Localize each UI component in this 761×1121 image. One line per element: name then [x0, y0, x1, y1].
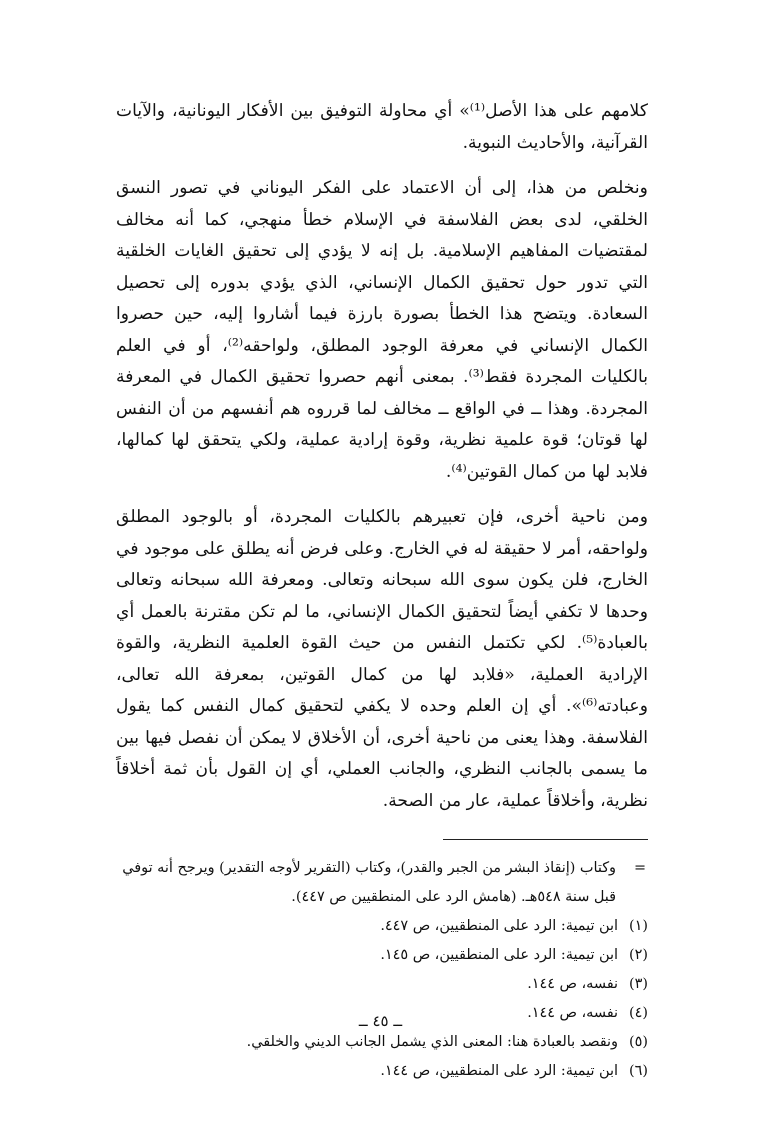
footnote-text: ابن تيمية: الرد على المنطقيين، ص ٤٤٧.	[380, 918, 618, 934]
page-number: ــ ٤٥ ــ	[358, 1012, 403, 1030]
footnote-continuation-marker: =	[633, 860, 646, 876]
footnote-number: (٣)	[629, 976, 648, 992]
footnotes	[116, 854, 648, 1086]
footnote-5	[116, 1028, 648, 1057]
footnote-text: ونقصد بالعبادة هنا: المعنى الذي يشمل الجانب الديني والخلقي.	[246, 1034, 618, 1050]
paragraph-3: ومن ناحية أخرى، فإن تعبيرهم بالكليات المجردة، أو بالوجود المطلق ولواحقه، أمر لا حقيقة له في الخارج. وعلى فرض أنه يطلق على موجود في الخارج، فلن يكون سوى الله سبحانه وتعالى. ومعرفة الله سبحانه وتعالى وحدها لا تكفي أيضاً لتحقيق الكمال الإنساني، ما لم تكن مقترنة بالعمل أي بالعبادة⁽⁵⁾. لكي تكتمل النفس من حيث القوة العلمية النظرية، والقوة الإرادية العملية، «فلابد لها من كمال القوتين، بمعرفة الله تعالى، وعبادته⁽⁶⁾». أي إن العلم وحده لا يكفي لتحقيق كمال النفس كما يقول الفلاسفة. وهذا يعنى من ناحية أخرى، أن الأخلاق لا يمكن أن نفصل فيها بين ما يسمى بالجانب النظري، والجانب العملي، أي إن القول بأن ثمة أخلاقاً نظرية، وأخلاقاً عملية، عار من الصحة.	[116, 507, 648, 811]
footnote-2	[116, 941, 648, 970]
footnote-continuation-line-2: قبل سنة ٥٤٨هـ. (هامش الرد على المنطقيين ص ٤٤٧).	[291, 889, 616, 905]
footnote-text: نفسه، ص ١٤٤.	[527, 1005, 618, 1021]
paragraph-2: ونخلص من هذا، إلى أن الاعتماد على الفكر اليوناني في تصور النسق الخلقي، لدى بعض الفلاسفة في الإسلام خطأ منهجي، كما أنه مخالف لمقتضيات المفاهيم الإسلامية. بل إنه لا يؤدي إلى تحقيق الغايات الخلقية التي تدور حول تحقيق الكمال الإنساني، الذي يؤدي بدوره إلى تحصيل السعادة. ويتضح هذا الخطأ بصورة بارزة فيما أشاروا إليه، حين حصروا الكمال الإنساني في معرفة الوجود المطلق، ولواحقه⁽²⁾، أو في العلم بالكليات المجردة فقط⁽³⁾. بمعنى أنهم حصروا تحقيق الكمال في المعرفة المجردة. وهذا ــ في الواقع ــ مخالف لما قرروه هم أنفسهم من أن النفس لها قوتان؛ قوة علمية نظرية، وقوة إرادية عملية، ولكي يتحقق لها كمالها، فلابد لها من كمال القوتين⁽⁴⁾.	[116, 178, 648, 482]
footnote-1	[116, 912, 648, 941]
footnote-text: ابن تيمية: الرد على المنطقيين، ص ١٤٥.	[380, 947, 618, 963]
footnote-number: (٦)	[629, 1063, 648, 1079]
footnote-number: (٥)	[629, 1034, 648, 1050]
footnote-continuation-line-1	[116, 854, 648, 883]
page-body	[116, 96, 648, 1086]
paragraph-1: كلامهم على هذا الأصل⁽¹⁾» أي محاولة التوفيق بين الأفكار اليونانية، والآيات القرآنية، والأحاديث النبوية.	[116, 101, 648, 153]
footnote-number: (٢)	[629, 947, 648, 963]
footnote-6	[116, 1057, 648, 1086]
footnote-continuation-text-1: وكتاب (إنقاذ البشر من الجبر والقدر)، وكتاب (التقرير لأوجه التقدير) ويرجح أنه توفي	[122, 860, 616, 876]
footnote-3	[116, 970, 648, 999]
footnote-text: ابن تيمية: الرد على المنطقيين، ص ١٤٤.	[380, 1063, 618, 1079]
footnote-divider	[443, 839, 648, 840]
footnote-number: (٤)	[629, 1005, 648, 1021]
footnote-text: نفسه، ص ١٤٤.	[527, 976, 618, 992]
footnote-number: (١)	[629, 918, 648, 934]
